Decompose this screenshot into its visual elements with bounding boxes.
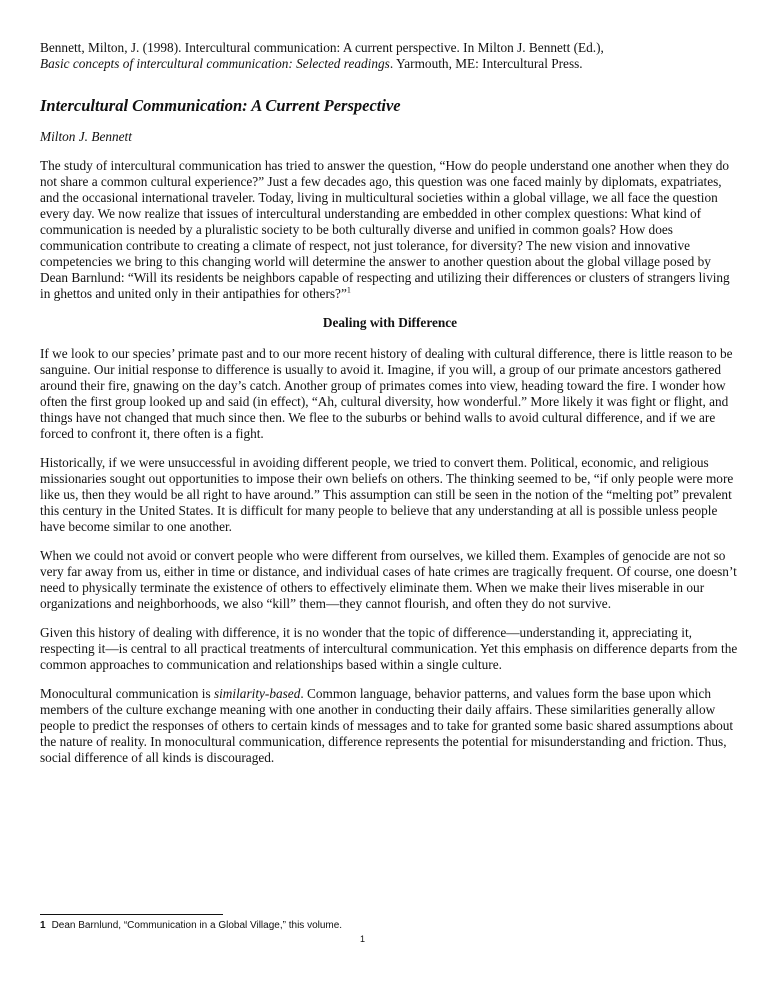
- intro-text: The study of intercultural communication has tried to answer the question, “How do people understand one another when they do not share a common cultural experience?” Just a few decades ago, this question was one faced mainly by diplomats, expatriates, and the occasional international traveler. Today, living in multicultural societies within a global village, we all face the question every day. We now realize that issues of intercultural understanding are embedded in other complex questions: What kind of communication is needed by a pluralistic society to be both culturally diverse and unified in common goals? How does communication contribute to creating a climate of respect, not just tolerance, for diversity? The new vision and innovative competencies we bring to this changing world will determine the answer to another question about the global village posed by Dean Barnlund: “Will its residents be neighbors capable of respecting and utilizing their differences or clusters of strangers living in ghettos and united only in their antipathies for others?”: [40, 158, 730, 301]
- body-paragraph-3: When we could not avoid or convert people who were different from ourselves, we killed them. Examples of genocide are not so very far away from us, either in time or distance, and individual cases of hate crimes are tragically frequent. Of course, one doesn’t need to physically terminate the existence of others to effectively eliminate them. When we make their lives miserable in our organizations and neighborhoods, we also “kill” them—they cannot flourish, and often they do not survive.: [40, 548, 737, 611]
- footnote-number: 1: [40, 920, 46, 931]
- section-heading: Dealing with Difference: [322, 315, 458, 330]
- document-page: [40, 40, 740, 779]
- body-paragraph-2: Historically, if we were unsuccessful in avoiding different people, we tried to convert them. Political, economic, and religious missionaries sought out opportunities to impose their own beliefs on others. The thinking seemed to be, “if only people were more like us, then they would be all right to have around.” This assumption can still be seen in the notion of the “melting pot” prevalent this century in the United States. It is difficult for many people to believe that any understanding at all is possible unless people have become similar to one another.: [40, 455, 734, 534]
- article-author: Milton J. Bennett: [40, 129, 132, 144]
- footnote-text: Dean Barnlund, “Communication in a Global Village,” this volume.: [51, 920, 343, 931]
- paragraph-5-emphasis: similarity-based: [213, 686, 301, 701]
- footnote-reference: 1: [346, 285, 351, 295]
- intro-paragraph: [40, 158, 740, 302]
- footnote-divider: [40, 914, 223, 915]
- body-paragraph-4: Given this history of dealing with difference, it is no wonder that the topic of difference—understanding it, appreciating it, respecting it—is central to all practical treatments of intercultural communication. Yet this emphasis on difference departs from the common approaches to communication and relationships based within a single culture.: [40, 625, 738, 672]
- article-title: Intercultural Communication: A Current Perspective: [40, 96, 401, 115]
- body-paragraph-1: If we look to our species’ primate past and to our more recent history of dealing with cultural difference, there is little reason to be sanguine. Our initial response to difference is usually to avoid it. Imagine, if you will, a group of our primate ancestors gathered around their fire, gnawing on the day’s catch. Another group of primates comes into view, heading toward the fire. I wonder how often the first group looked up and said (in effect), “Ah, cultural diversity, how wonderful.” More likely it was fight or flight, and things have not changed that much since then. We flee to the suburbs or behind walls to avoid cultural difference, and if we are forced to confront it, there often is a fight.: [40, 346, 733, 441]
- citation-book-title: Basic concepts of intercultural communication: Selected readings: [40, 56, 390, 71]
- citation-line-1: Bennett, Milton, J. (1998). Intercultural communication: A current perspective. In Milton J. Bennett (Ed.),: [40, 40, 604, 55]
- citation-publisher: . Yarmouth, ME: Intercultural Press.: [389, 56, 583, 71]
- citation: [40, 40, 740, 72]
- footnote: [40, 920, 342, 932]
- paragraph-5-rest: . Common language, behavior patterns, and values form the base upon which members of the culture exchange meaning with one another in conducting their daily affairs. These similarities generally allow people to predict the responses of others to certain kinds of messages and to take for granted some basic shared assumptions about the nature of reality. In monocultural communication, difference represents the potential for misunderstanding and friction. Thus, social difference of all kinds is discouraged.: [40, 686, 734, 765]
- body-paragraph-5: [40, 686, 740, 766]
- paragraph-5-start: Monocultural communication is: [40, 686, 214, 701]
- page-number: 1: [360, 934, 366, 944]
